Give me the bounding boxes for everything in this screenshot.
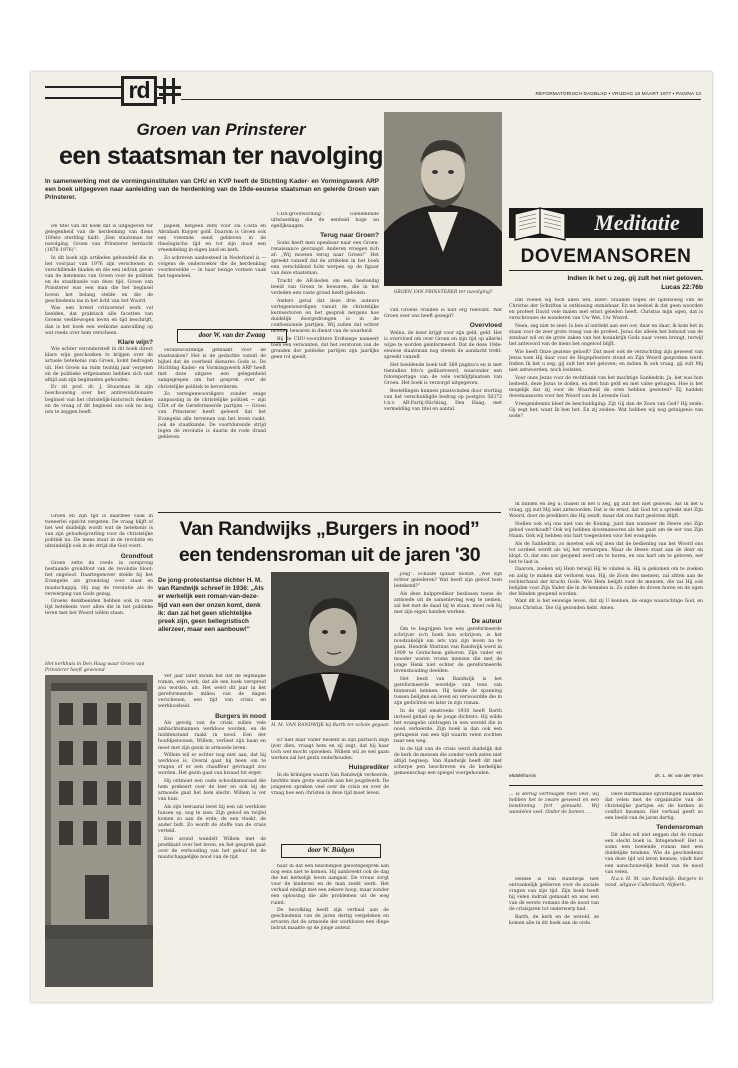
article2-intro bbox=[158, 577, 266, 634]
meditatie-label: Meditatie bbox=[594, 210, 680, 235]
portrait-figure-icon bbox=[384, 112, 502, 286]
meditatie-body bbox=[509, 298, 703, 488]
article2-filler: Barth, de kerk en de wereld, ze komen alle in dit boek aan de orde. bbox=[509, 915, 599, 927]
article2-filler: Heinse is Van Randwijk niet ontvankelijk gebleven voor de sociale vragen van zijn tijd. Zijn boek heeft bij velen indruk gemaakt en was een van de eerste romans die de nood van de crisisjaren tot onderwerp had. bbox=[509, 877, 599, 913]
article2-filler: De bevolking heeft zijn verhaal aan de geschiedenis van de jaren dertig vergeleken en ervaren dat de armoede der werklozen een diepe indruk maakte op de jonge auteur. bbox=[271, 908, 389, 932]
building-caption: Het kerkhuis in Den Haag waar Groen van Prinsterer heeft gewoond bbox=[45, 662, 145, 673]
article2-filler: Als zijn leeraaral leest hij een uit werkloze huisen op, nog te zien. Zijn geloof en twijfel komen zo aan de orde; de een vloekt, de ander bidt. Zo wordt de stoffe van de crisis verteld. bbox=[158, 804, 266, 835]
masthead-rule bbox=[181, 99, 701, 100]
article2-filler: Als deze hulpprediker beslissen toens de armoede uit de samenleving weg te nemen, zal het met de daad bij te staan, moet ook hij met zijn eigen handen werken. bbox=[394, 591, 502, 616]
article2-filler: Er niet haar vader beslent in zijn partisch mijn ijver dien, vraagt hem en zij zegt, dat hij haar toch wel mocht opzoeken. Willem wil ze wel gaan werken zal het gezin onderhouden. bbox=[271, 738, 389, 762]
article1-para: papeld, hetgeen zelfs voor Da Costa en Abraham Kuyper gold. Daarom is Groen ook een vreemde eend gebleven in de theologische tijd en tot zijn dood een vreemdeling in eigen land en kerk. bbox=[158, 224, 266, 254]
article2-filler: Als gevolg van de crisis zullen vele ambachtsmannen werkloos worden, en de middenstand raakt in nood. Een der hoofdpersonen, Willem, verliest zijn baan en moet met zijn gezin in armoede leven. bbox=[158, 721, 266, 751]
article1-filler: Welnu, de lezer krijgt voor zijn geld, geld. Het is overvloed om over Groen en zijn tijd op allerlei wijze te worden geinformeerd. Dat de deze 19de-eeuwse staatsman nog steeds de aandacht trekt, spreekt vanzelf. bbox=[384, 330, 502, 361]
meditatie-bottom-rule bbox=[509, 785, 703, 786]
article1-filler: Bij de CHU-voorzitters Erdtsiege nameert toen een verwanten, dat het verstoren van de gronden der politieke partijen zijn jaarlijks geen rol speelt. bbox=[271, 336, 379, 361]
article1-lead bbox=[45, 178, 379, 202]
subhead-grondfout: Grondfout bbox=[120, 552, 153, 560]
article1-filler: CDA-grootwording”. Toenemende uitwisseling die de eenheid hoge nu egelijksaagen. bbox=[271, 212, 379, 230]
subhead-auteur: De auteur bbox=[471, 618, 502, 626]
subhead-klare-wijn: Klare wijn? bbox=[117, 338, 153, 346]
article2-filler: naar in dat een bezondiged geloofsgesprek aan nog eens niet te komen. Hij aanbreekt ook de dag die het kerkelijk leven aangaat. De vrouw zorgt voor de kinderen en de man zoekt werk. Het verhaal eindigt met een zekere hoop, maar zonder een oplossing die alle problemen uit de weg ruimt. bbox=[271, 864, 389, 906]
meditatie-signoff-place: Middelharnis bbox=[509, 774, 537, 779]
meditatie-rule bbox=[509, 270, 703, 271]
meditatie-filler: Neen, zeg niet te snel: Is ben al ontdekt aan een oor, daar en daar; ik kom het in staan voor de zeer grote vraag van de profeet. Jezus die alleen het behoud van de zondaar wil en de grote zaken van het koninkrijk Gods naar voren brengt, terwijl het antwoord van de mens het ongeloof blijft. bbox=[509, 323, 703, 348]
meditatie-body-continued bbox=[509, 502, 703, 772]
article2-filler: Willem wil er echter nog niet aan, dat hij werkloos is. Overal gaat hij heen om te vragen of er een chauffeur gevraagd zou worden. Het gezin gaat van kwaad tot erger. bbox=[158, 753, 266, 777]
meditatie-signoff-author: ds. L. W. van der Vries bbox=[654, 774, 703, 779]
randwijk-portrait-caption: H. M. VAN RANDWIJK bij Barth ter schole gegaan bbox=[271, 723, 389, 728]
subhead-terug: Terug naar Groen? bbox=[320, 232, 379, 240]
article1-kicker: Groen van Prinsterer bbox=[136, 120, 306, 139]
building-photo bbox=[45, 675, 153, 987]
meditatie-filler: Wie heeft Onze geziene gelooft? Dat moet ook de verzuchting zijn geweest van Jezus toen Hij daar voor de Hogepriesters stond en Zijn Woord gesproken werd. Indien Ik het u zeg, gij zult het niet geloven; en indien Ik ook vraag, gij zult Mij niet antwoorden, noch loslaten. bbox=[509, 349, 703, 374]
subhead-overvloed: Overvloed bbox=[469, 322, 502, 330]
article1-filler: Groens denkbeelden hebben ook in onze tijd betekenis voor allen die in het publieke leven met het Woord willen staan. bbox=[45, 599, 153, 617]
article2-filler: In de tijd van de crisis werd duidelijk dat de kerk de mensen die zonder werk zaten niet altijd begreep. Van Randwijk heeft dit met scherpe pen beschreven en de kerkelijke gemeenschap een spiegel voorgehouden. bbox=[394, 747, 502, 777]
article2-filler: Ver jaar later kwam het dat de eigenlijke roman, een werk, dat als een boek verspreid zou worden, uit. Het werd dit jaar in het gereformeerde milieu van de dagen verschenen, een tijd van crisis en werkloosheid. bbox=[158, 674, 266, 710]
meditatie-filler: Daarom, zoeken wij Hem terwijl Hij te vinden is. Hij is gekomen om te zoeken en zalig te maken dat verloren was. Hij, de Zoon des mensen, zal zitten aan de rechterhand der kracht Gods. Wie Hem belijdt voor de mensen, die zal Hij ook belijden voor Zijn Vader die in de hemelen is. Zo zullen de doven horen en de ogen der blinden geopend worden. bbox=[509, 567, 703, 597]
meditatie-filler: Voor onze Jezus voor de rechtbank van het machtige Sanhedrin. Ja, het was hun bedoeld, deze Jezus te doden, en met hun geld en met valse getuigen. Hoe is het mogelijk dat zij voor de Waarheid de oren hebben gesloten? Zij hadden dovemansoren voor het Woord van de Levende God. bbox=[509, 375, 703, 399]
article1-filler: In dit boek zijn artikelen gebundeld die in het voorjaar van 1976 zijn verschenen in verschillende bladen en die een indruk geven van de betekenis van Groen voor de politiek en de staatkunde van deze tijd. Groen van Prinsterer was een man die het beginsel boven het belang stelde en die de geschiedenis las in het licht van het Woord. bbox=[45, 255, 153, 304]
article1-filler: Bestellingen kunnen plaatsvinden door storting van het verschuldigde bedrag op postgiro 58372 t.n.v. AR-Partij-Stichting, Den Haag, met vermelding van titel en aantal. bbox=[384, 388, 502, 412]
article2-col1 bbox=[158, 674, 266, 987]
article1-filler: Zo schreven aanbesteed in Nederland is — volgens de onderzoeker die de herdenking voorbereidde — in haar bezige vormen vaak het tegendeel. bbox=[158, 255, 266, 280]
article1-col4 bbox=[384, 308, 502, 508]
article2-col3 bbox=[394, 572, 502, 987]
article2-byline: door W. Büdgen bbox=[281, 844, 381, 858]
article1-col1 bbox=[45, 224, 153, 508]
meditatie-filler: Vreegendennis bleef de beschuldiging: Zijt Gij dan de Zoon van God? Hij zeide: Gij zegt het, want Ik ben het. En zij zeiden: Wat hebben wij nog getuigenis van node? bbox=[509, 401, 703, 419]
meditatie-filler: Stellen ook wij ons niet van de Koning, juist dan wanneer de Heere ons Zijn gebod voorhoudt? Ook wij hebben dovemansoren als het gaat om de eer van Zijn Naam. Ook wij hebben ons hart toegesloten voor het evangelie. bbox=[509, 521, 703, 539]
article1-filler: Er zit prof. dr. J. Stuurman in zijn beschouwing over het antirevolutionaire beginsel van het christelijk-historisch denken en de vraag of dit beginsel ons ook nu nog iets te zeggen heeft. bbox=[45, 385, 153, 415]
article2-col5 bbox=[605, 792, 703, 987]
article1-col1-continued bbox=[45, 514, 153, 659]
article2-footnote: N.a.v. H. M. van Randwijk: Burgers in nood, uitgave Callenbach, Nijkerk. bbox=[605, 877, 703, 889]
article1-filler: Tracht de AR-lieden om een bestendig beeld van Groen te bewaren, die in het verleden een vaste grond heeft geboden. bbox=[271, 278, 379, 297]
meditatie-filler: Ik bidden en zeg u: Indien Ik het u zeg, gij zult het niet geloven. Als Ik het u vraag, gij zult Mij niet antwoorden. Dat is de ernst, dat God tot u spreekt met Zijn Woord, door de predikers die Hij zendt, maar dat ons hart gesloten blijft. bbox=[509, 502, 703, 520]
article2-headline-line2: een tendensroman uit de jaren '30 bbox=[178, 544, 481, 566]
masthead bbox=[31, 72, 712, 112]
meditatie-para: Dat voelen wij toch allen wel, lezer: Staande tegen de lijdensweg van de Christus der Schriften is ontkissing onmisbaar. En nu bedoel ik dat geen woorden en profeet David vele malen met ernst geleden heeft. Christus mijn ogen, dat is verschrouwe de wonderen van Uw Wet, Uw Woord. bbox=[509, 298, 703, 322]
article1-filler: Het beeldende boek telt 368 pagina's en is met tientallen foto's geillustreerd, waaronder een fotoreportage van de vele verblijfplaatsen van Groen. Het boek is verzorgd uitgegeven. bbox=[384, 362, 502, 387]
article2-quote-text: … is sterug vertraagde men veel, wij hebben het te zware geweest en een bewtinning fert gemaakt. Wij wandelen veel. Onder de bomen. … bbox=[509, 792, 599, 816]
article2-quote bbox=[509, 792, 599, 872]
logo-grid-icon bbox=[159, 78, 183, 104]
groen-portrait bbox=[384, 112, 502, 286]
article2-filler: Dit alles wil niet zeggen dat de roman een slecht boek is. Integendeel! Het is soms een boeiende roman met een duidelijke tendens. Wie de geschiedenis van deze tijd wil leren kennen, vindt hier een aanschouwelijk beeld van de nood van velen. bbox=[605, 833, 703, 875]
article2-filler: Deze Barthiaanse opvattingen maakten dat velen met de organisatie van de christelijke partijen en de kerken in conflict kwamen. Het verhaal geeft zo een beeld van de jaren dertig. bbox=[605, 792, 703, 822]
article1-col2b bbox=[158, 348, 266, 508]
article2-filler: jong”. Schaafe lijdaar mondt, „Wie zijn echter gelederen? Wat heeft zijn geloof toen betekend?” bbox=[394, 572, 502, 590]
meditatie-verse: Indien ik het u zeg, gij zult het niet geloven. bbox=[567, 275, 703, 282]
article2-top-rule bbox=[158, 512, 501, 513]
meditatie-filler: Als de Sanhedrin, zo moeten ook wij zien dat de bediening van het Woord ons tot oordeel wordt als wij het verwerpen. Maar de Heere staat aan de deur en klopt. O, dat ons oor geopend werd om te horen, en ons hart om te geloven, eer het te laat is. bbox=[509, 541, 703, 565]
article2-filler: Hij ontmoet een oude schoolkameraad die hem prekeert over de leer en ook bij de armoede gaat het hem slecht. Willem is ver van huis. bbox=[158, 779, 266, 803]
meditatie-title: DOVEMANSOREN bbox=[520, 246, 692, 267]
masthead-info: REFORMATORISCH DAGBLAD ▪ VRIJDAG 18 MAART 1977 ▪ PAGINA 14 bbox=[535, 92, 701, 97]
article2-filler: In de krinngen waarin Van Randwijk verkeerde, hechtte men grote waarde aan het jeugdwerk. De jongeren spraken veel over de crisis en over de vraag hoe een christen in deze tijd moet leven. bbox=[271, 772, 389, 797]
meditatie-signoff bbox=[509, 774, 703, 779]
article1-filler: Zo vertegenwoordigers zonder enige aanpassing in de christelijke politiek — zijn CDA of de Gereformeerde partijen — Groen van Prinsterer heeft geleerd dat het Evangelie alle terreinen van het leven raakt, ook de staatkunde. De voortdurende strijd tegen de revolutie is daarin de rode draad gebleven. bbox=[158, 392, 266, 440]
article2-filler: In de tijd omstreeks 1930 heeft Barth invloed gehad op de jonge dichters. Hij wilde het evangelie uitdragen in een wereld die in nood verkeerde. Zijn boek is dan ook een getuigenis van een tijd waarin velen zochten naar een weg. bbox=[394, 708, 502, 745]
article1-filler: verantwoordelijk gemaakt voor de staatszaken? Het is de gedachte vanuit de bijbel dat de overheid dienares Gods is. De Stichting Kader- en Vormingswerk ARP heeft met deze uitgave een gelegenheid aangegrepen om het gesprek over de christelijke politiek te bevorderen. bbox=[158, 348, 266, 390]
article1-col2 bbox=[158, 224, 266, 324]
article1-byline: door W. van der Zwaag bbox=[177, 329, 287, 343]
article1-filler: Wie echter veronderstelt in dit boek direct klare wijn geschonken te krijgen over de actuele betekenis van Groen, komt bedrogen uit. Het Groen na ruim twintig jaar vergeten en de politieke erfgenamen hebben zich niet altijd aan zijn beginselen gehouden. bbox=[45, 347, 153, 383]
article1-filler: van Groens vrinden is niet erg relevant. Wat Groen over ons heeft gezegd? bbox=[384, 308, 502, 320]
subhead-huisprediker: Huisprediker bbox=[348, 764, 389, 772]
article1-filler: Soms heeft men openbaar naar een Groen-renaissance gevraagd. Anderen vroegen zich af: „Wij moeten terug naar Groen!” Het spreekt vanzelf dat de artikelen in het boek een verschillend licht werpen op de figuur van deze staatsman. bbox=[271, 240, 379, 277]
randwijk-portrait bbox=[271, 572, 389, 720]
article2-filler: Het bezit van Randwijk is het gereformeerde wereldje van toen van binnenuit kennen. Hij kende de spanning tussen belijden en leven en verwoordde die in zijn gedichten en later in zijn roman. bbox=[394, 677, 502, 707]
article2-col2b bbox=[271, 864, 389, 987]
article2-intro-text: De jong-protestantse dichter H. M. van Randwijk schreef in 1936: „Als er werkelijk een roman-van-deze-tijd van een der onzen komt, denk ik: dan zal het geen stichtelijke preek zijn, geen bellegristisch allerzeer, maar een aanbouw!” bbox=[158, 577, 264, 634]
article1-filler: Groen en zijn tijd is daarmee vaak in tweeerlei opzicht vergeten. De vraag blijft of het wel duidelijk wordt wat de betekenis is van zijn geloofsopvatting voor de christelijke politiek nu. De mens staat in de revolutie en uiteindelijk ook in de strijd die God voert. bbox=[45, 514, 153, 550]
meditatie-box bbox=[509, 202, 703, 502]
article2-col4 bbox=[509, 877, 599, 987]
article1-filler: Was een breed criticerend werk vol beelden, dat praktisch alle facetten van Groens veelbewogen leven en tijd beschrijft, dan is het boek een welkome aanvulling op wat reeds over hem verscheen. bbox=[45, 306, 153, 336]
meditatie-reference: Lucas 22:76b bbox=[661, 284, 703, 291]
logo-text: rd bbox=[128, 77, 150, 103]
article1-filler: Groen zette de reeds in oorsprong bestaande grondfout van de revolutie bloot: het ongeloof. Daartegenover stelde hij het Evangelie als grondslag voor staat en maatschappij. Hij zag de revolutie als de verwerping van Gods gezag. bbox=[45, 561, 153, 597]
subhead-burgers: Burgers in nood bbox=[215, 712, 266, 720]
article1-col3 bbox=[271, 212, 379, 508]
article1-headline: een staatsman ter navolging bbox=[58, 142, 384, 170]
article2-filler: Om te begrijpen hoe een gereformeerde schrijver zo'n boek kon schrijven, is het noodzakelijk om iets van zijn leven na te gaan. Hendrik Marinus van Randwijk werd in 1909 te Gorinchem geboren. Zijn vader en moeder waren vrome mensen die met de jonge Henk niet echter de gereformeerde levenshouding deelden. bbox=[394, 626, 502, 675]
article2-col2 bbox=[271, 738, 389, 838]
groen-portrait-caption: GROEN VAN PRINSTERER ter navolging? bbox=[393, 290, 493, 295]
article1-filler: Anders geval dat deze drie auteurs vertegenwoordigen vanuit de christelijke kernsectoren en het gesprek nergens hoe duidelijk doorgedrongen is in de confessionele partijen. Wij zullen dat echter moeten bewaren in dienst van de waarheid. bbox=[271, 298, 379, 335]
article1-para: De titel van dit boek dat is uitgegeven ter gelegenheid van de herdenking van diens 100ste sterfdag luidt: „Een staatsman ter navolging. Groen van Prinsterer herdacht (1876-1976)”. bbox=[45, 224, 153, 254]
subhead-tendens: Tendensroman bbox=[656, 824, 703, 832]
article2-filler: Een avond wandelt Willem met de predikant over het leven, en het gesprek gaat over de verhouding van het geloof tot de maatschappelijke nood van de tijd. bbox=[158, 836, 266, 861]
newspaper-page bbox=[31, 72, 712, 1002]
article2-headline-line1: Van Randwijks „Burgers in nood” bbox=[179, 518, 480, 540]
masthead-logo bbox=[121, 76, 157, 106]
meditatie-filler: Want dit is het eeuwige leven, dat zij U kennen, de enige waarachtige God, en Jezus Christus, Die Gij gezonden hebt. Amen. bbox=[509, 599, 703, 611]
bible-icon bbox=[513, 202, 567, 244]
article1-lead-text: In samenwerking met de vormingsinstituten van CHU en KVP heeft de Stichting Kader- en Vormingswerk ARP een boek uitgegeven naar aanleiding van de herdenking van de 19de-eeuwse staatsman en gelerde Groen van Prinsterer. bbox=[45, 178, 379, 201]
